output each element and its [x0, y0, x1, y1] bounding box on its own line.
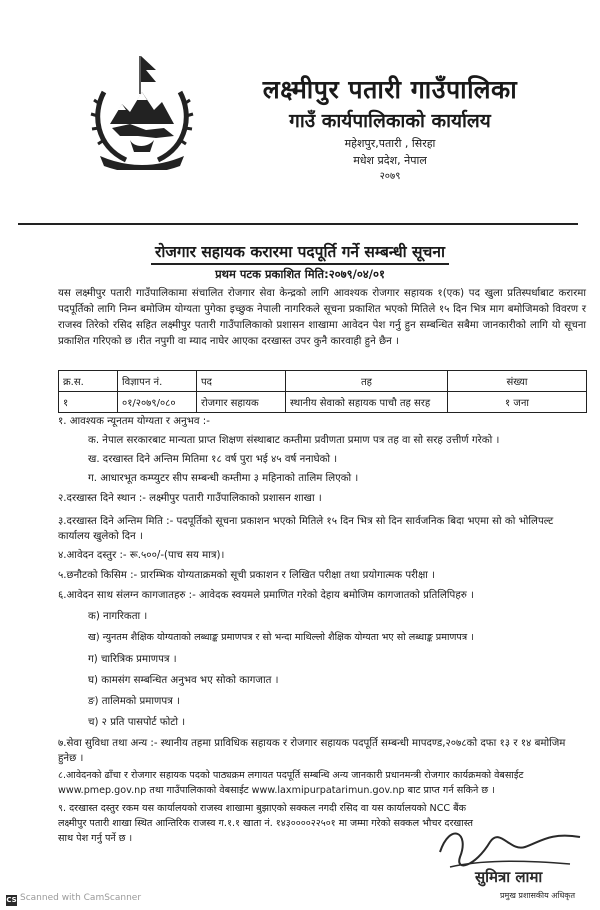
table-header-cell: विज्ञापन नं.	[118, 371, 197, 392]
section-place: २.दरखास्त दिने स्थान :- लक्ष्मीपुर पतारी गाउँपालिकाको प्रशासन शाखा ।	[58, 493, 322, 504]
document-a: क) नागरिकता ।	[88, 611, 148, 622]
notice-title	[0, 240, 600, 262]
table-cell: १ जना	[448, 392, 587, 413]
table-cell: रोजगार सहायक	[197, 392, 286, 413]
section-documents: ६.आवेदन साथ संलग्न कागजातहरु :- आवेदक स्वयमले प्रमाणित गरेको देहाय बमोजिम कागजातको प्रतिलिपिहरु ।	[58, 590, 474, 601]
table-cell: १	[59, 392, 118, 413]
section-qualification: १. आवश्यक न्यूनतम योग्यता र अनुभव :-	[58, 416, 210, 427]
table-cell: ०१/२०७९/०८०	[118, 392, 197, 413]
office-province: मधेश प्रदेश, नेपाल	[353, 154, 427, 167]
scanner-watermark	[6, 893, 141, 906]
section-fee: ४.आवेदन दस्तुर :- रू.५००/-(पाच सय मात्र)।	[58, 550, 225, 561]
document-b: ख) न्युनतम शैक्षिक योग्यताको लब्धाङ्क प्रमाणपत्र र सो भन्दा माथिल्लो शैक्षिक योग्यता भए सो लब्धाङ्क प्रमाणपत्र ।	[88, 632, 474, 643]
document-d: घ) कामसंग सम्बन्धित अनुभव भए सोको कागजात ।	[88, 675, 279, 686]
office-address: महेशपुर,पतारी , सिरहा	[344, 137, 436, 150]
publish-date: प्रथम पटक प्रकाशित मिति:२०७९/०४/०१	[215, 267, 385, 281]
table-row	[59, 392, 587, 413]
office-year: २०७९	[379, 171, 401, 182]
camscanner-icon: CS	[6, 896, 17, 904]
section-selection: ५.छनौटको किसिम :- प्रारम्भिक योग्यताक्रमको सूची प्रकाशन र लिखित परीक्षा तथा प्रयोगात्मक परीक्षा ।	[58, 570, 435, 581]
notice-body: यस लक्ष्मीपुर पतारी गाउँपालिकामा संचालित रोजगार सेवा केन्द्रको लागि आवश्यक रोजगार सहायक १(एक) पद खुला प्रतिस्पर्धाबाट करारमा पदपूर्तिको लागि निम्न बमोजिम योग्यता पुगेका इच्छुक नेपाली नागरिकले सूचना प्रकाशित भएको मितिले १५ दिन भित्र माग बमोजिमको विवरण र राजस्व तिरेको रसिद सहित लक्ष्मीपुर पतारी गाउँपालिकाको प्रशासन शाखामा आवेदन पेश गर्नु हुन सम्बन्धित सबैमा जानकारीको लागि यो सूचना प्रकाशित गरिएको छ ।रीत नपुगी वा म्याद नाघेर आएका दरखास्त उपर कुनै कारवाही हुने छैन ।	[58, 288, 586, 347]
section-benefits: ७.सेवा सुविधा तथा अन्य :- स्थानीय तहमा प्राविधिक सहायक र रोजगार सहायक पदपूर्ति सम्बन्धी मापदण्ड,२०७८को दफा १३ र १४ बमोजिम हुनेछ ।	[58, 738, 566, 764]
signature-name: सुमित्रा लामा	[475, 868, 543, 886]
qualification-a: क. नेपाल सरकारबाट मान्यता प्राप्त शिक्षण संस्थाबाट कम्तीमा प्रवीणता प्रमाण पत्र तह वा सो सरह उत्तीर्ण गरेको ।	[88, 435, 500, 446]
header-divider	[18, 223, 578, 225]
municipality-title: लक्ष्मीपुर पतारी गाउँपालिका	[262, 75, 518, 104]
qualification-c: ग. आधारभूत कम्प्युटर सीप सम्बन्धी कम्तीमा ३ महिनाको तालिम लिएको ।	[88, 473, 359, 484]
qualification-b: ख. दरखास्त दिने अन्तिम मितिमा १८ वर्ष पुरा भई ४५ वर्ष ननाघेको ।	[88, 454, 338, 465]
vacancy-table	[58, 370, 587, 413]
nepal-emblem-icon	[86, 52, 198, 170]
notice-title-text: रोजगार सहायक करारमा पदपूर्ति गर्ने सम्बन्धी सूचना	[151, 243, 449, 265]
table-cell: स्थानीय सेवाको सहायक पाचौ तह सरह	[286, 392, 448, 413]
signature-role: प्रमुख प्रशासकीय अधिकृत	[500, 891, 576, 900]
official-signature	[430, 812, 600, 902]
table-header-cell: संख्या	[448, 371, 587, 392]
scanner-text: Scanned with CamScanner	[20, 893, 142, 903]
office-name: गाउँ कार्यपालिकाको कार्यालय	[289, 110, 491, 132]
table-header-cell: पद	[197, 371, 286, 392]
section-forms: ८.आवेदनको ढाँचा र रोजगार सहायक पदको पाठ्यक्रम लगायत पदपूर्ति सम्बन्धि अन्य जानकारी प्रधानमन्त्री रोजगार कार्यक्रमको वेबसाईट www.pmep.gov.np तथा गाउँपालिकाको वेबसाईट www.laxmipurpatarimun.gov.np बाट प्राप्त गर्न सकिने छ ।	[58, 770, 524, 796]
table-header-cell: क्र.स.	[59, 371, 118, 392]
document-e: ङ) तालिमको प्रमाणपत्र ।	[88, 696, 180, 707]
document-f: च) २ प्रति पासपोर्ट फोटो ।	[88, 717, 186, 728]
section-payment: ९. दरखास्त दस्तुर रकम यस कार्यालयको राजस्व शाखामा बुझाएको सक्कल नगदी रसिद वा यस कार्यालयको NCC बैंक लक्ष्मीपुर पतारी शाखा स्थित आन्तिरिक राजस्व ग.१.१ खाता नं. १४३००००२२५०१ मा जम्मा गरेको सक्कल भौचर दरखास्त साथ पेश गर्नु पर्ने छ ।	[58, 803, 473, 844]
table-header-row	[59, 371, 587, 392]
document-c: ग) चारित्रिक प्रमाणपत्र ।	[88, 654, 177, 665]
table-header-cell: तह	[286, 371, 448, 392]
section-deadline: ३.दरखास्त दिने अन्तिम मिति :- पदपूर्तिको सूचना प्रकाशन भएको मितिले १५ दिन भित्र सो दिन सार्वजनिक बिदा भएमा सो को भोलिपल्ट कार्यालय खुलेको दिन ।	[58, 516, 554, 542]
